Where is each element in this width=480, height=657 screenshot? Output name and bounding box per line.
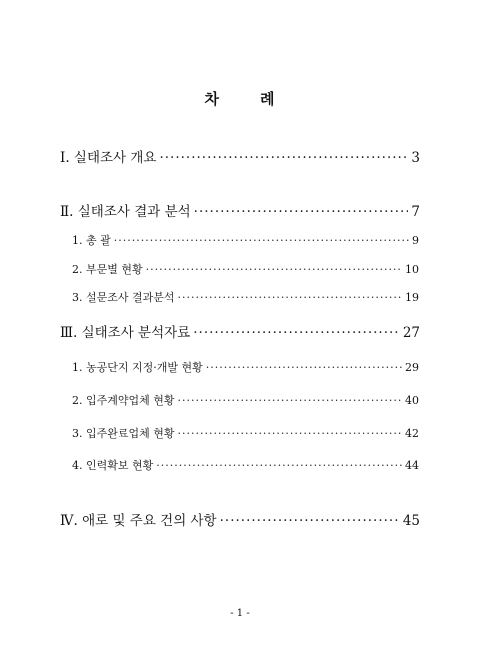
- toc-page: 7: [411, 204, 420, 220]
- toc-page: 9: [412, 234, 419, 247]
- page-number: - 1 -: [230, 608, 250, 619]
- toc-label: 2. 부문별 현황: [72, 263, 143, 276]
- toc-entry-5[interactable]: [72, 289, 419, 305]
- toc-entry-9[interactable]: [72, 425, 419, 441]
- toc-leader: [146, 263, 402, 276]
- toc-entry-4[interactable]: [72, 261, 419, 277]
- toc-page: 45: [402, 513, 420, 529]
- toc-leader: [159, 150, 408, 166]
- toc-label: Ⅳ. 애로 및 주요 건의 사항: [60, 513, 217, 529]
- toc-label: Ⅲ. 실태조사 분석자료: [60, 325, 191, 341]
- toc-label: 3. 입주완료업체 현황: [72, 427, 175, 440]
- toc-entry-2[interactable]: [60, 200, 420, 220]
- toc-leader: [220, 513, 400, 529]
- toc-label: Ⅱ. 실태조사 결과 분석: [60, 204, 191, 220]
- toc-entry-6[interactable]: [60, 321, 420, 341]
- toc-page: 42: [405, 427, 419, 440]
- toc-leader: [156, 459, 402, 472]
- toc-label: 1. 총 괄: [72, 234, 111, 247]
- toc-leader: [114, 234, 409, 247]
- toc-label: 2. 입주계약업체 현황: [72, 394, 175, 407]
- title-left: 차: [204, 90, 220, 108]
- toc-entry-1[interactable]: [60, 146, 420, 166]
- toc-leader: [178, 427, 403, 440]
- toc-entry-7[interactable]: [72, 359, 419, 375]
- toc-leader: [193, 325, 400, 341]
- toc-page: 10: [405, 263, 419, 276]
- toc-label: 1. 농공단지 지정·개발 현황: [72, 361, 203, 374]
- toc-page: 44: [405, 459, 419, 472]
- toc-page: 40: [405, 394, 419, 407]
- toc-entry-10[interactable]: [72, 457, 419, 473]
- toc-label: 4. 인력확보 현황: [72, 459, 154, 472]
- toc-page: 27: [402, 325, 420, 341]
- toc-page: 29: [405, 361, 419, 374]
- toc-leader: [206, 361, 402, 374]
- toc-page: 19: [405, 291, 419, 304]
- toc-leader: [194, 204, 409, 220]
- toc-entry-3[interactable]: [72, 232, 419, 248]
- toc-label: Ⅰ. 실태조사 개요: [60, 150, 157, 166]
- toc-leader: [178, 394, 403, 407]
- title-right: 례: [260, 90, 276, 108]
- toc-entry-11[interactable]: [60, 509, 420, 529]
- toc-leader: [178, 291, 403, 304]
- toc-label: 3. 설문조사 결과분석: [72, 291, 175, 304]
- toc-entry-8[interactable]: [72, 392, 419, 408]
- toc-page: 3: [411, 150, 420, 166]
